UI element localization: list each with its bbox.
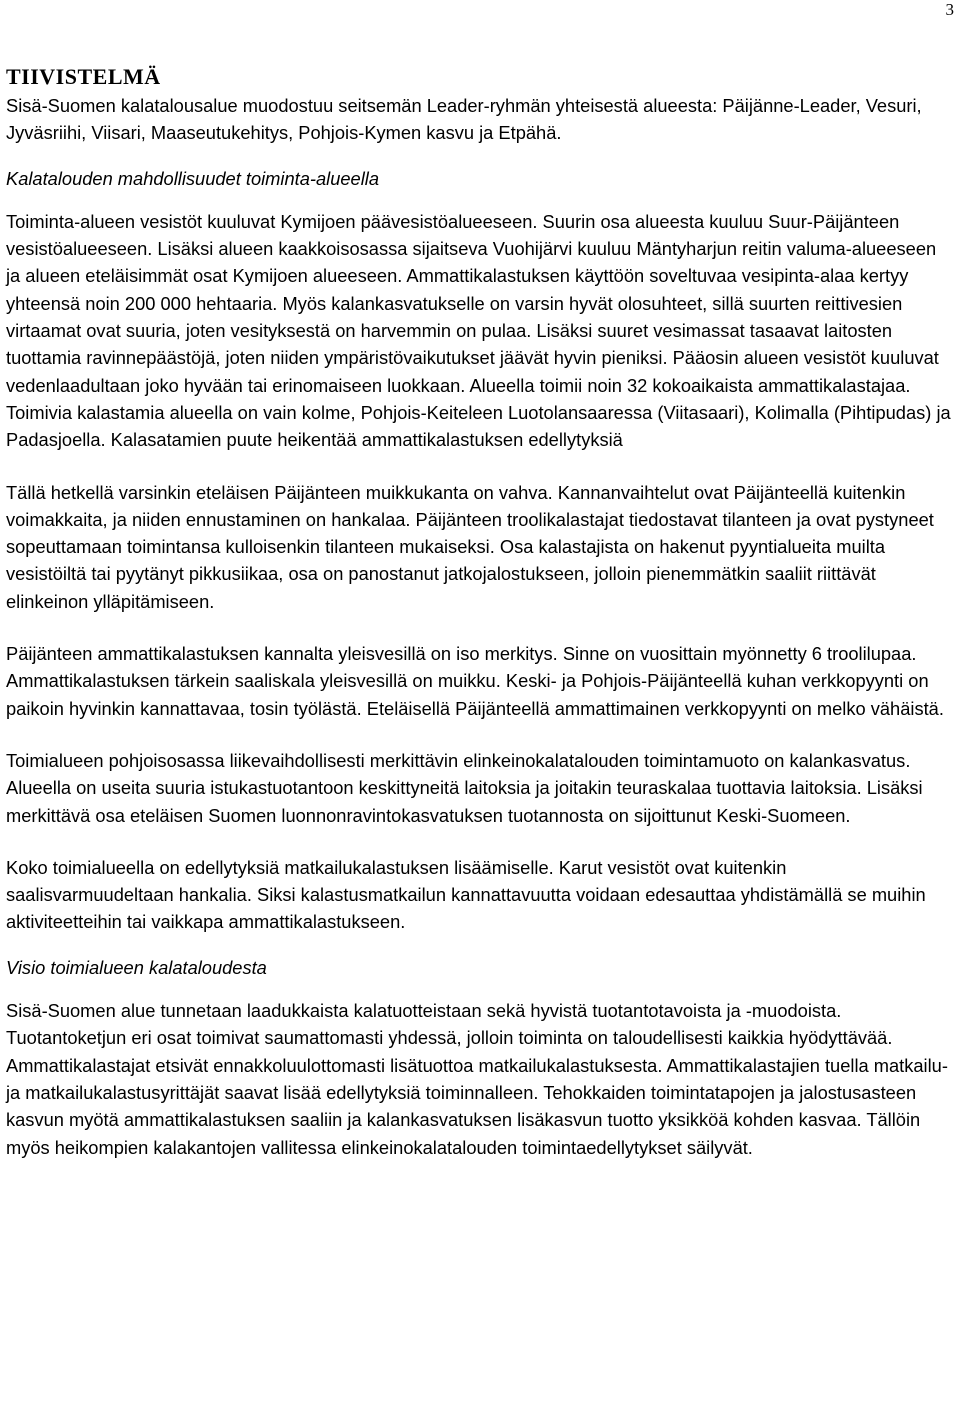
page-number: 3 (945, 0, 954, 19)
body-paragraph: Toiminta-alueen vesistöt kuuluvat Kymijoen päävesistöalueeseen. Suurin osa alueesta kuuluu Suur-Päijänteen vesistöalueeseen. Lisäksi alueen kaakkoisosassa sijaitseva Vuohijärvi kuuluu Mäntyharjun reitin valuma-alueeseen ja alueen eteläisimmät osat Kymijoen alueeseen. Ammattikalastuksen käyttöön soveltuvaa vesipinta-alaa kertyy yhteensä noin 200 000 hehtaaria. Myös kalankasvatukselle on varsin hyvät olosuhteet, sillä suurten reittivesien virtaamat ovat suuria, joten vesityksestä on harvemmin on pulaa. Lisäksi suuret vesimassat tasaavat laitosten tuottamia ravinnepäästöjä, joten niiden ympäristövaikutukset jäävät hyvin pieniksi. Pääosin alueen vesistöt kuuluvat vedenlaadultaan joko hyvään tai erinomaiseen luokkaan. Alueella toimii noin 32 kokoaikaista ammattikalastajaa. Toimivia kalastamia alueella on vain kolme, Pohjois-Keiteleen Luotolansaaressa (Viitasaari), Kolimalla (Pihtipudas) ja Padasjoella. Kalasatamien puute heikentää ammattikalastuksen edellytyksiä (6, 210, 951, 451)
section-heading-vision: Visio toimialueen kalataloudesta (6, 956, 267, 978)
body-paragraph: Toimialueen pohjoisosassa liikevaihdollisesti merkittävin elinkeinokalatalouden toimintamuoto on kalankasvatus. Alueella on useita suuria istukastuotantoon keskittyneitä laitoksia ja joitakin teuraskalaa tuottavia laitoksia. Lisäksi merkittävä osa eteläisen Suomen luonnonravintokasvatuksen tuotannosta on sijoittunut Keski-Suomeen. (6, 749, 923, 826)
document-body (6, 62, 951, 1186)
document-title: TIIVISTELMÄ (6, 64, 161, 89)
body-paragraph: Koko toimialueella on edellytyksiä matkailukalastuksen lisäämiselle. Karut vesistöt ovat kuitenkin saalisvarmuudeltaan hankalia. Siksi kalastusmatkailun kannattavuutta voidaan edesauttaa yhdistämällä se muihin aktiviteetteihin tai vaikkapa ammattikalastukseen. (6, 856, 926, 933)
intro-paragraph: Sisä-Suomen kalatalousalue muodostuu seitsemän Leader-ryhmän yhteisestä alueesta: Päijänne-Leader, Vesuri, Jyväsriihi, Viisari, Maaseutukehitys, Pohjois-Kymen kasvu ja Etpähä. (6, 95, 922, 144)
body-paragraph: Tällä hetkellä varsinkin eteläisen Päijänteen muikkukanta on vahva. Kannanvaihtelut ovat Päijänteellä kuitenkin voimakkaita, ja niiden ennustaminen on hankalaa. Päijänteen troolikalastajat tiedostavat tilanteen ja ovat pystyneet sopeuttamaan toimintansa kulloisenkin tilanteen mukaiseksi. Osa kalastajista on hakenut pyyntialueita muilta vesistöiltä tai pyytänyt pikkusiikaa, osa on panostanut jatkojalostukseen, jolloin pienemmätkin saaliit riittävät elinkeinon ylläpitämiseen. (6, 481, 934, 612)
body-paragraph: Päijänteen ammattikalastuksen kannalta yleisvesillä on iso merkitys. Sinne on vuosittain myönnetty 6 troolilupaa. Ammattikalastuksen tärkein saaliskala yleisvesillä on muikku. Keski- ja Pohjois-Päijänteellä kuhan verkkopyynti on paikoin hyvinkin kannattavaa, tosin työlästä. Eteläisellä Päijänteellä ammattimainen verkkopyynti on melko vähäistä. (6, 643, 944, 719)
body-paragraph: Sisä-Suomen alue tunnetaan laadukkaista kalatuotteistaan sekä hyvistä tuotantotavoista ja -muodoista. Tuotantoketjun eri osat toimivat saumattomasti yhdessä, jolloin toiminta on taloudellisesti kaikkia hyödyttävää. Ammattikalastajat etsivät ennakkoluulottomasti lisätuottoa matkailukalastuksesta. Ammattikalastajien tuella matkailu- ja matkailukalastusyrittäjät saavat lisää edellytyksiä toiminnalleen. Tehokkaiden toimintatapojen ja jalostusasteen kasvun myötä ammattikalastuksen saaliin ja kalankasvatuksen lisäkasvun tuotto yksikköä kohden kasvaa. Tällöin myös heikompien kalakantojen vallitessa elinkeinokalatalouden toimintaedellytykset säilyvät. (6, 1000, 948, 1158)
section-heading-opportunities: Kalatalouden mahdollisuudet toiminta-alueella (6, 167, 379, 189)
